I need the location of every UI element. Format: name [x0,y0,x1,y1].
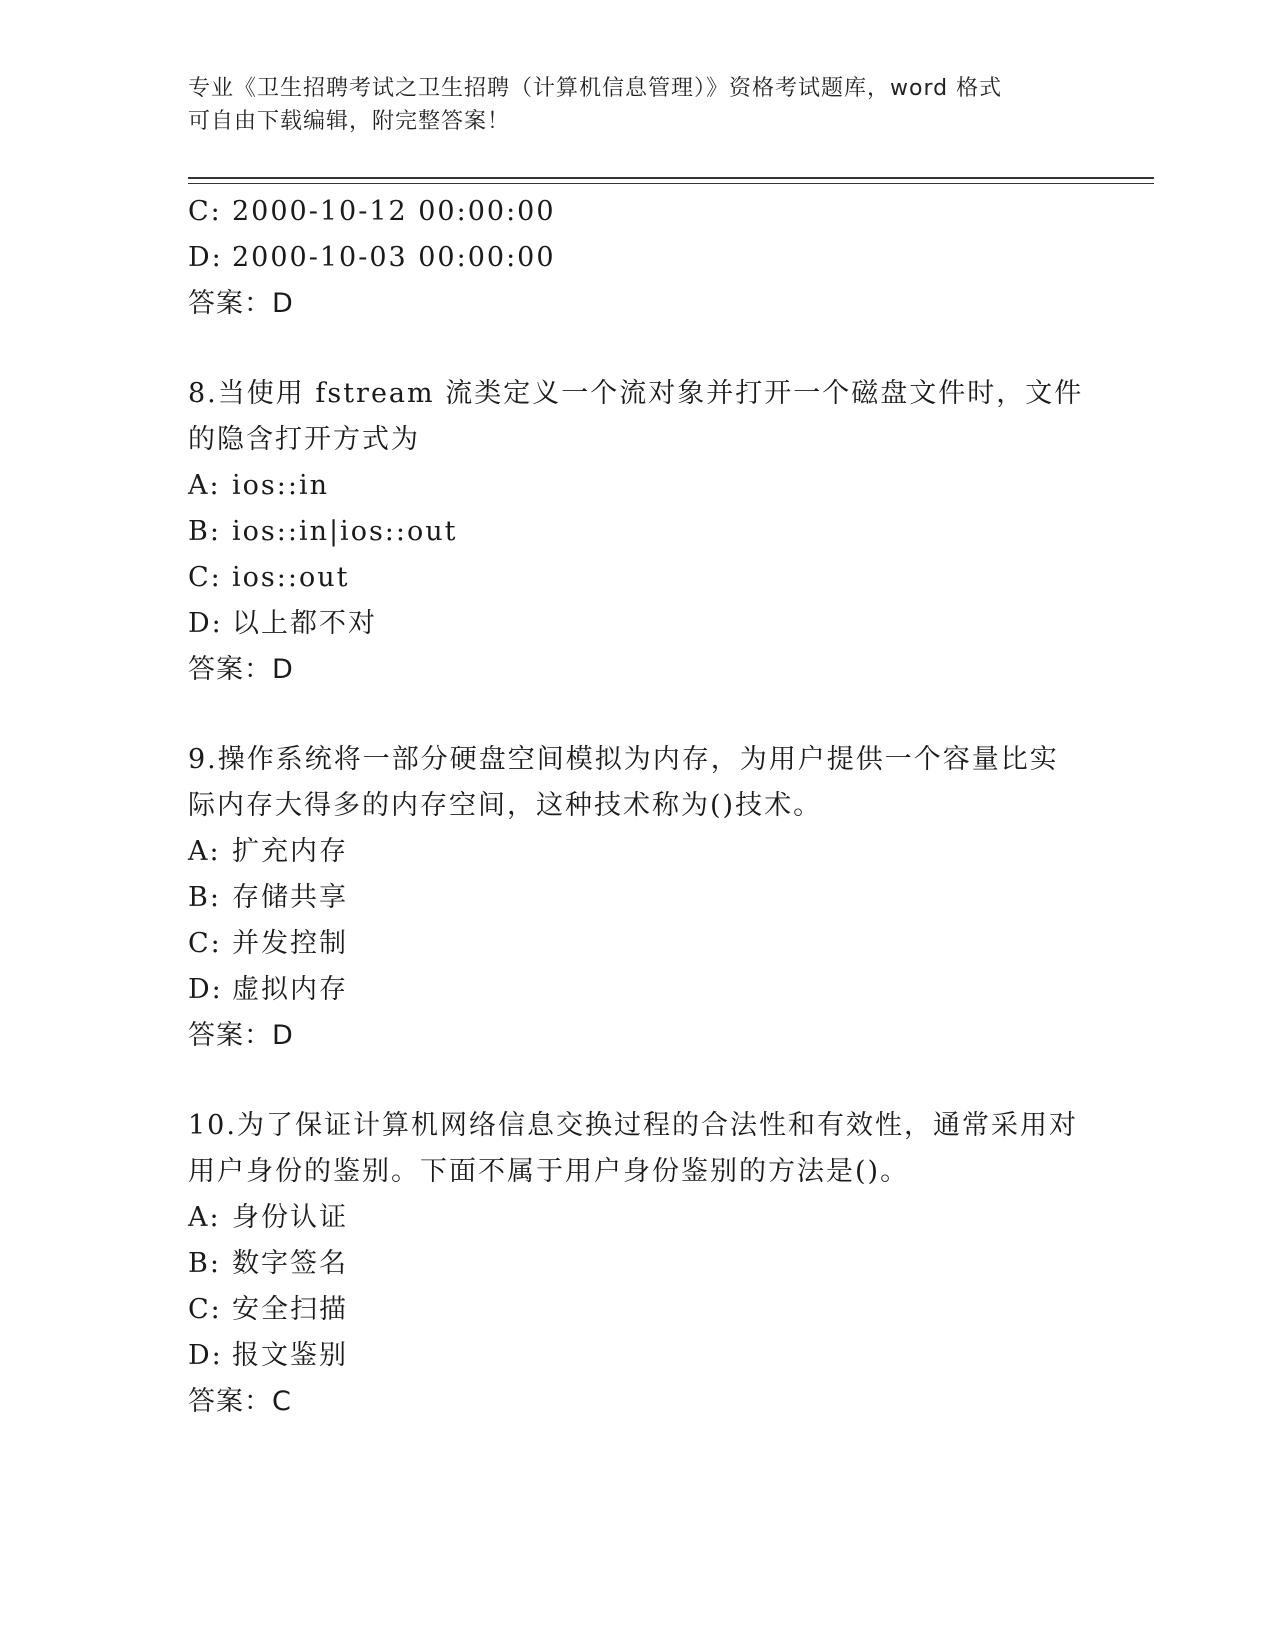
option-label: B: [188,516,221,547]
option-label: C: [188,1294,222,1325]
option-text: 身份认证 [232,1202,348,1233]
question-stem-line: 9.操作系统将一部分硬盘空间模拟为内存，为用户提供一个容量比实 [188,744,1059,775]
question-8 [188,371,1088,693]
header-divider-thick [188,177,1154,179]
question-stem-line: 的隐含打开方式为 [188,424,420,455]
question-7-continued [188,189,1088,327]
answer-line: 答案：D [188,654,294,685]
option-label: C: [188,928,222,959]
option-label: C: [188,196,222,227]
header-line-1: 专业《卫生招聘考试之卫生招聘（计算机信息管理）》资格考试题库，word 格式 [188,76,1003,101]
option-text: 2000-10-03 00:00:00 [232,242,556,273]
option-label: D: [188,608,223,639]
option-d [188,601,1088,647]
option-c [188,189,1088,235]
option-label: D: [188,1340,223,1371]
answer-line: 答案：C [188,1386,292,1417]
option-d [188,1333,1088,1379]
option-d [188,235,1088,281]
option-c [188,1287,1088,1333]
option-c [188,921,1088,967]
option-text: 安全扫描 [232,1294,348,1325]
option-text: 以上都不对 [232,608,377,639]
option-a [188,1195,1088,1241]
option-label: A: [188,470,221,501]
option-text: 扩充内存 [232,836,348,867]
question-9 [188,737,1088,1059]
option-label: B: [188,882,221,913]
question-10 [188,1103,1088,1425]
option-label: A: [188,1202,221,1233]
question-stem-line: 用户身份的鉴别。下面不属于用户身份鉴别的方法是()。 [188,1156,910,1187]
option-text: 虚拟内存 [232,974,348,1005]
option-label: C: [188,562,222,593]
answer-line: 答案：D [188,288,294,319]
header-divider-thin [188,183,1154,184]
option-text: ios::out [232,562,350,593]
option-label: B: [188,1248,221,1279]
option-text: ios::in [232,470,329,501]
option-label: D: [188,974,223,1005]
option-label: D: [188,242,223,273]
option-text: ios::in|ios::out [232,516,458,547]
question-list [188,189,1088,1425]
document-header [188,72,1068,138]
question-stem-line: 10.为了保证计算机网络信息交换过程的合法性和有效性，通常采用对 [188,1110,1078,1141]
question-stem-line: 8.当使用 fstream 流类定义一个流对象并打开一个磁盘文件时，文件 [188,378,1084,409]
answer-line: 答案：D [188,1020,294,1051]
option-text: 数字签名 [232,1248,348,1279]
question-stem-line: 际内存大得多的内存空间，这种技术称为()技术。 [188,790,823,821]
option-a [188,463,1088,509]
option-c [188,555,1088,601]
option-text: 报文鉴别 [232,1340,348,1371]
option-text: 2000-10-12 00:00:00 [232,196,556,227]
option-a [188,829,1088,875]
option-text: 存储共享 [232,882,348,913]
option-b [188,509,1088,555]
option-d [188,967,1088,1013]
option-label: A: [188,836,221,867]
option-b [188,1241,1088,1287]
option-text: 并发控制 [232,928,348,959]
header-line-2: 可自由下载编辑，附完整答案！ [188,109,511,134]
option-b [188,875,1088,921]
